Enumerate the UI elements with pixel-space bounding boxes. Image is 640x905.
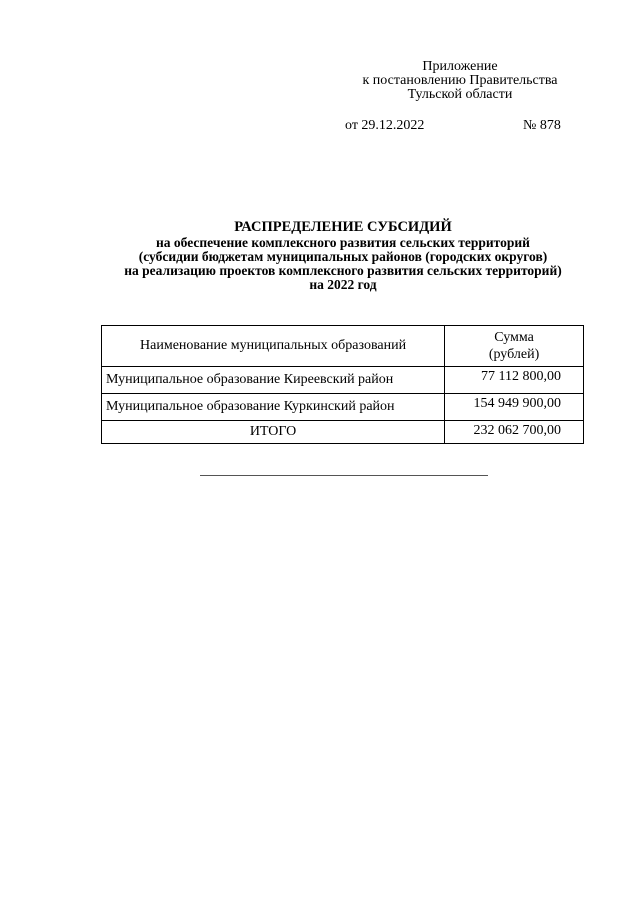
appendix-title: Приложение [422,59,498,74]
title-subtitle-1: на обеспечение комплексного развития сельских территорий [156,235,530,250]
subsidy-sum: 154 949 900,00 [445,394,584,421]
closing-divider [200,475,488,476]
title-subtitle-2: (субсидии бюджетам муниципальных районов (городских округов) [138,249,548,264]
decree-number: № 878 [523,118,561,133]
header-sum-unit: (рублей) [488,347,540,362]
header-sum-label: Сумма [494,330,534,345]
header-sum [445,326,584,367]
title-main: РАСПРЕДЕЛЕНИЕ СУБСИДИЙ [234,219,452,235]
appendix-decree-ref: к постановлению Правительства [362,73,558,88]
municipality-name: Муниципальное образование Киреевский район [102,367,445,394]
total-label: ИТОГО [102,421,445,444]
document-title [60,219,626,292]
subsidy-sum: 77 112 800,00 [445,367,584,394]
table-header-row [102,326,584,367]
decree-date: от 29.12.2022 [345,118,425,133]
total-sum: 232 062 700,00 [445,421,584,444]
title-subtitle-3: на реализацию проектов комплексного развития сельских территорий) [124,263,562,278]
municipality-name: Муниципальное образование Куркинский район [102,394,445,421]
appendix-region: Тульской области [407,87,513,102]
subsidies-table [101,325,584,444]
table-total-row [102,421,584,444]
table-row [102,394,584,421]
title-year: на 2022 год [309,277,377,292]
header-municipality: Наименование муниципальных образований [102,326,445,367]
table-row [102,367,584,394]
appendix-header [340,60,580,102]
